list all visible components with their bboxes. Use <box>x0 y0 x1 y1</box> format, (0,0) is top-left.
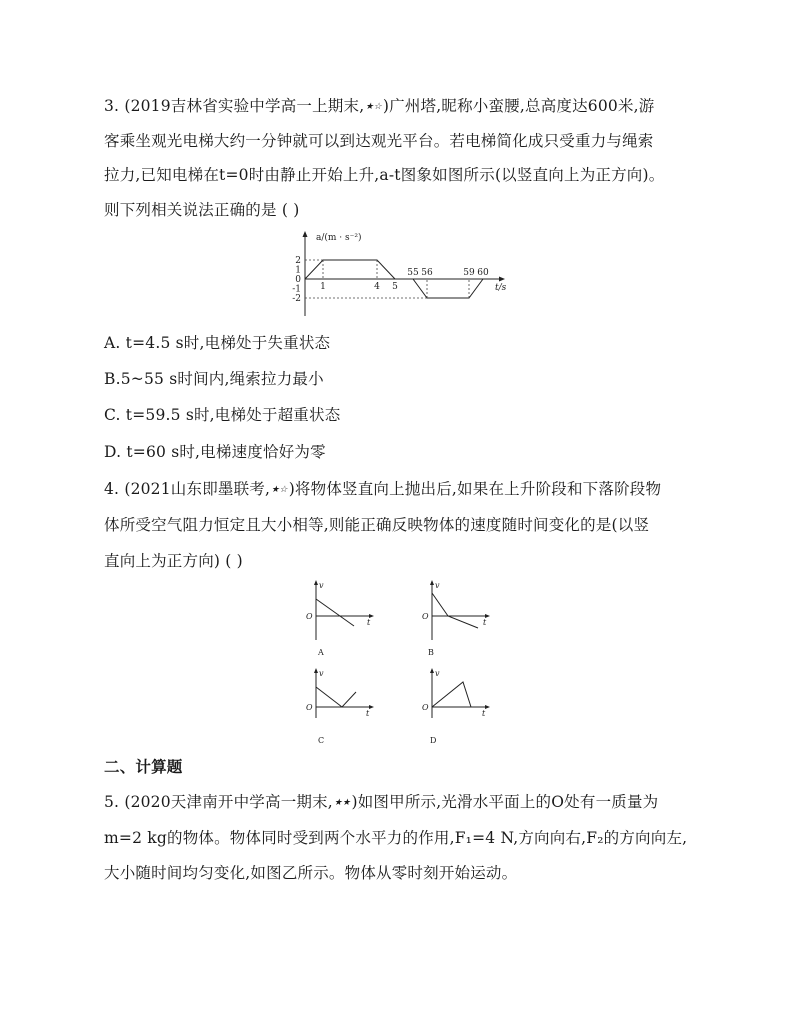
q3-text-1: )广州塔,昵称小蛮腰,总高度达600米,游 <box>382 97 655 115</box>
a-t-series-line-1 <box>413 279 483 298</box>
graph-d-label: D <box>430 736 437 745</box>
a-t-x-tick-label: 1 <box>320 282 326 292</box>
svg-text:t: t <box>366 709 370 718</box>
graph-c-label: C <box>318 736 325 745</box>
a-t-x-tick-label: 5 <box>392 282 398 292</box>
difficulty-star-icon: ★★ <box>333 798 351 808</box>
a-t-x-tick-label: 60 <box>477 268 489 278</box>
svg-text:t: t <box>367 618 371 627</box>
svg-text:O: O <box>306 703 313 712</box>
a-t-x-tick-label: 55 <box>407 268 419 278</box>
graph-b <box>418 578 498 660</box>
graph-d <box>418 666 498 748</box>
q5-line-2: m=2 kg的物体。物体同时受到两个水平力的作用,F₁=4 N,方向向右,F₂的方向向左, <box>104 829 688 847</box>
q3-line-1 <box>104 94 655 116</box>
q5-source: 5. (2020天津南开中学高一期末, <box>104 793 333 811</box>
q4-line-1 <box>104 477 661 499</box>
a-t-y-arrow <box>303 231 308 237</box>
q3-line-2: 客乘坐观光电梯大约一分钟就可以到达观光平台。若电梯简化成只受重力与绳索 <box>104 132 654 150</box>
svg-text:v: v <box>319 581 324 590</box>
q4-source: 4. (2021山东即墨联考, <box>104 480 271 498</box>
q3-line-4: 则下列相关说法正确的是 ( ) <box>104 201 300 219</box>
a-t-series-line-0 <box>305 260 395 279</box>
q4-text-1: )将物体竖直向上抛出后,如果在上升阶段和下落阶段物 <box>288 480 662 498</box>
a-t-y-tick-label: 2 <box>295 256 301 266</box>
q5-line-3: 大小随时间均匀变化,如图乙所示。物体从零时刻开始运动。 <box>104 864 518 882</box>
a-t-y-tick-label: -1 <box>292 284 301 295</box>
graph-c <box>302 666 382 748</box>
a-t-x-tick-label: 4 <box>374 282 380 292</box>
a-t-ylabel: a/(m · s⁻²) <box>316 233 362 243</box>
svg-text:v: v <box>319 669 324 678</box>
a-t-x-tick-label: 56 <box>421 268 433 278</box>
a-t-x-tick-label: 59 <box>463 268 475 278</box>
graph-a <box>302 578 382 660</box>
svg-text:v: v <box>435 669 440 678</box>
q3-option-a: A. t=4.5 s时,电梯处于失重状态 <box>104 334 331 352</box>
svg-text:O: O <box>306 612 313 621</box>
section-heading: 二、计算题 <box>104 758 183 776</box>
svg-text:t: t <box>483 618 487 627</box>
svg-text:O: O <box>422 703 429 712</box>
a-t-x-arrow <box>499 277 505 282</box>
a-t-xlabel: t/s <box>495 283 507 293</box>
svg-text:t: t <box>482 709 486 718</box>
q3-option-c: C. t=59.5 s时,电梯处于超重状态 <box>104 406 341 424</box>
q5-line-1 <box>104 790 658 812</box>
q3-source: 3. (2019吉林省实验中学高一上期末, <box>104 97 365 115</box>
q4-line-2: 体所受空气阻力恒定且大小相等,则能正确反映物体的速度随时间变化的是(以竖 <box>104 516 650 534</box>
q5-text-1: )如图甲所示,光滑水平面上的O处有一质量为 <box>351 793 659 811</box>
svg-text:O: O <box>422 612 429 621</box>
a-t-y-tick-label: -2 <box>292 294 301 304</box>
a-t-chart <box>280 228 520 320</box>
q3-option-d: D. t=60 s时,电梯速度恰好为零 <box>104 443 326 461</box>
svg-text:v: v <box>435 581 440 590</box>
q3-line-3: 拉力,已知电梯在t=0时由静止开始上升,a-t图象如图所示(以竖直向上为正方向)。 <box>104 166 665 184</box>
a-t-y-tick-label: 0 <box>295 275 301 285</box>
difficulty-star-icon: ★☆ <box>365 102 382 112</box>
graph-a-label: A <box>318 648 324 657</box>
q4-line-3: 直向上为正方向) ( ) <box>104 552 243 570</box>
difficulty-star-icon: ★☆ <box>271 485 288 495</box>
q3-option-b: B.5~55 s时间内,绳索拉力最小 <box>104 370 324 388</box>
a-t-y-tick-label: 1 <box>295 265 301 276</box>
graph-b-label: B <box>428 648 434 657</box>
